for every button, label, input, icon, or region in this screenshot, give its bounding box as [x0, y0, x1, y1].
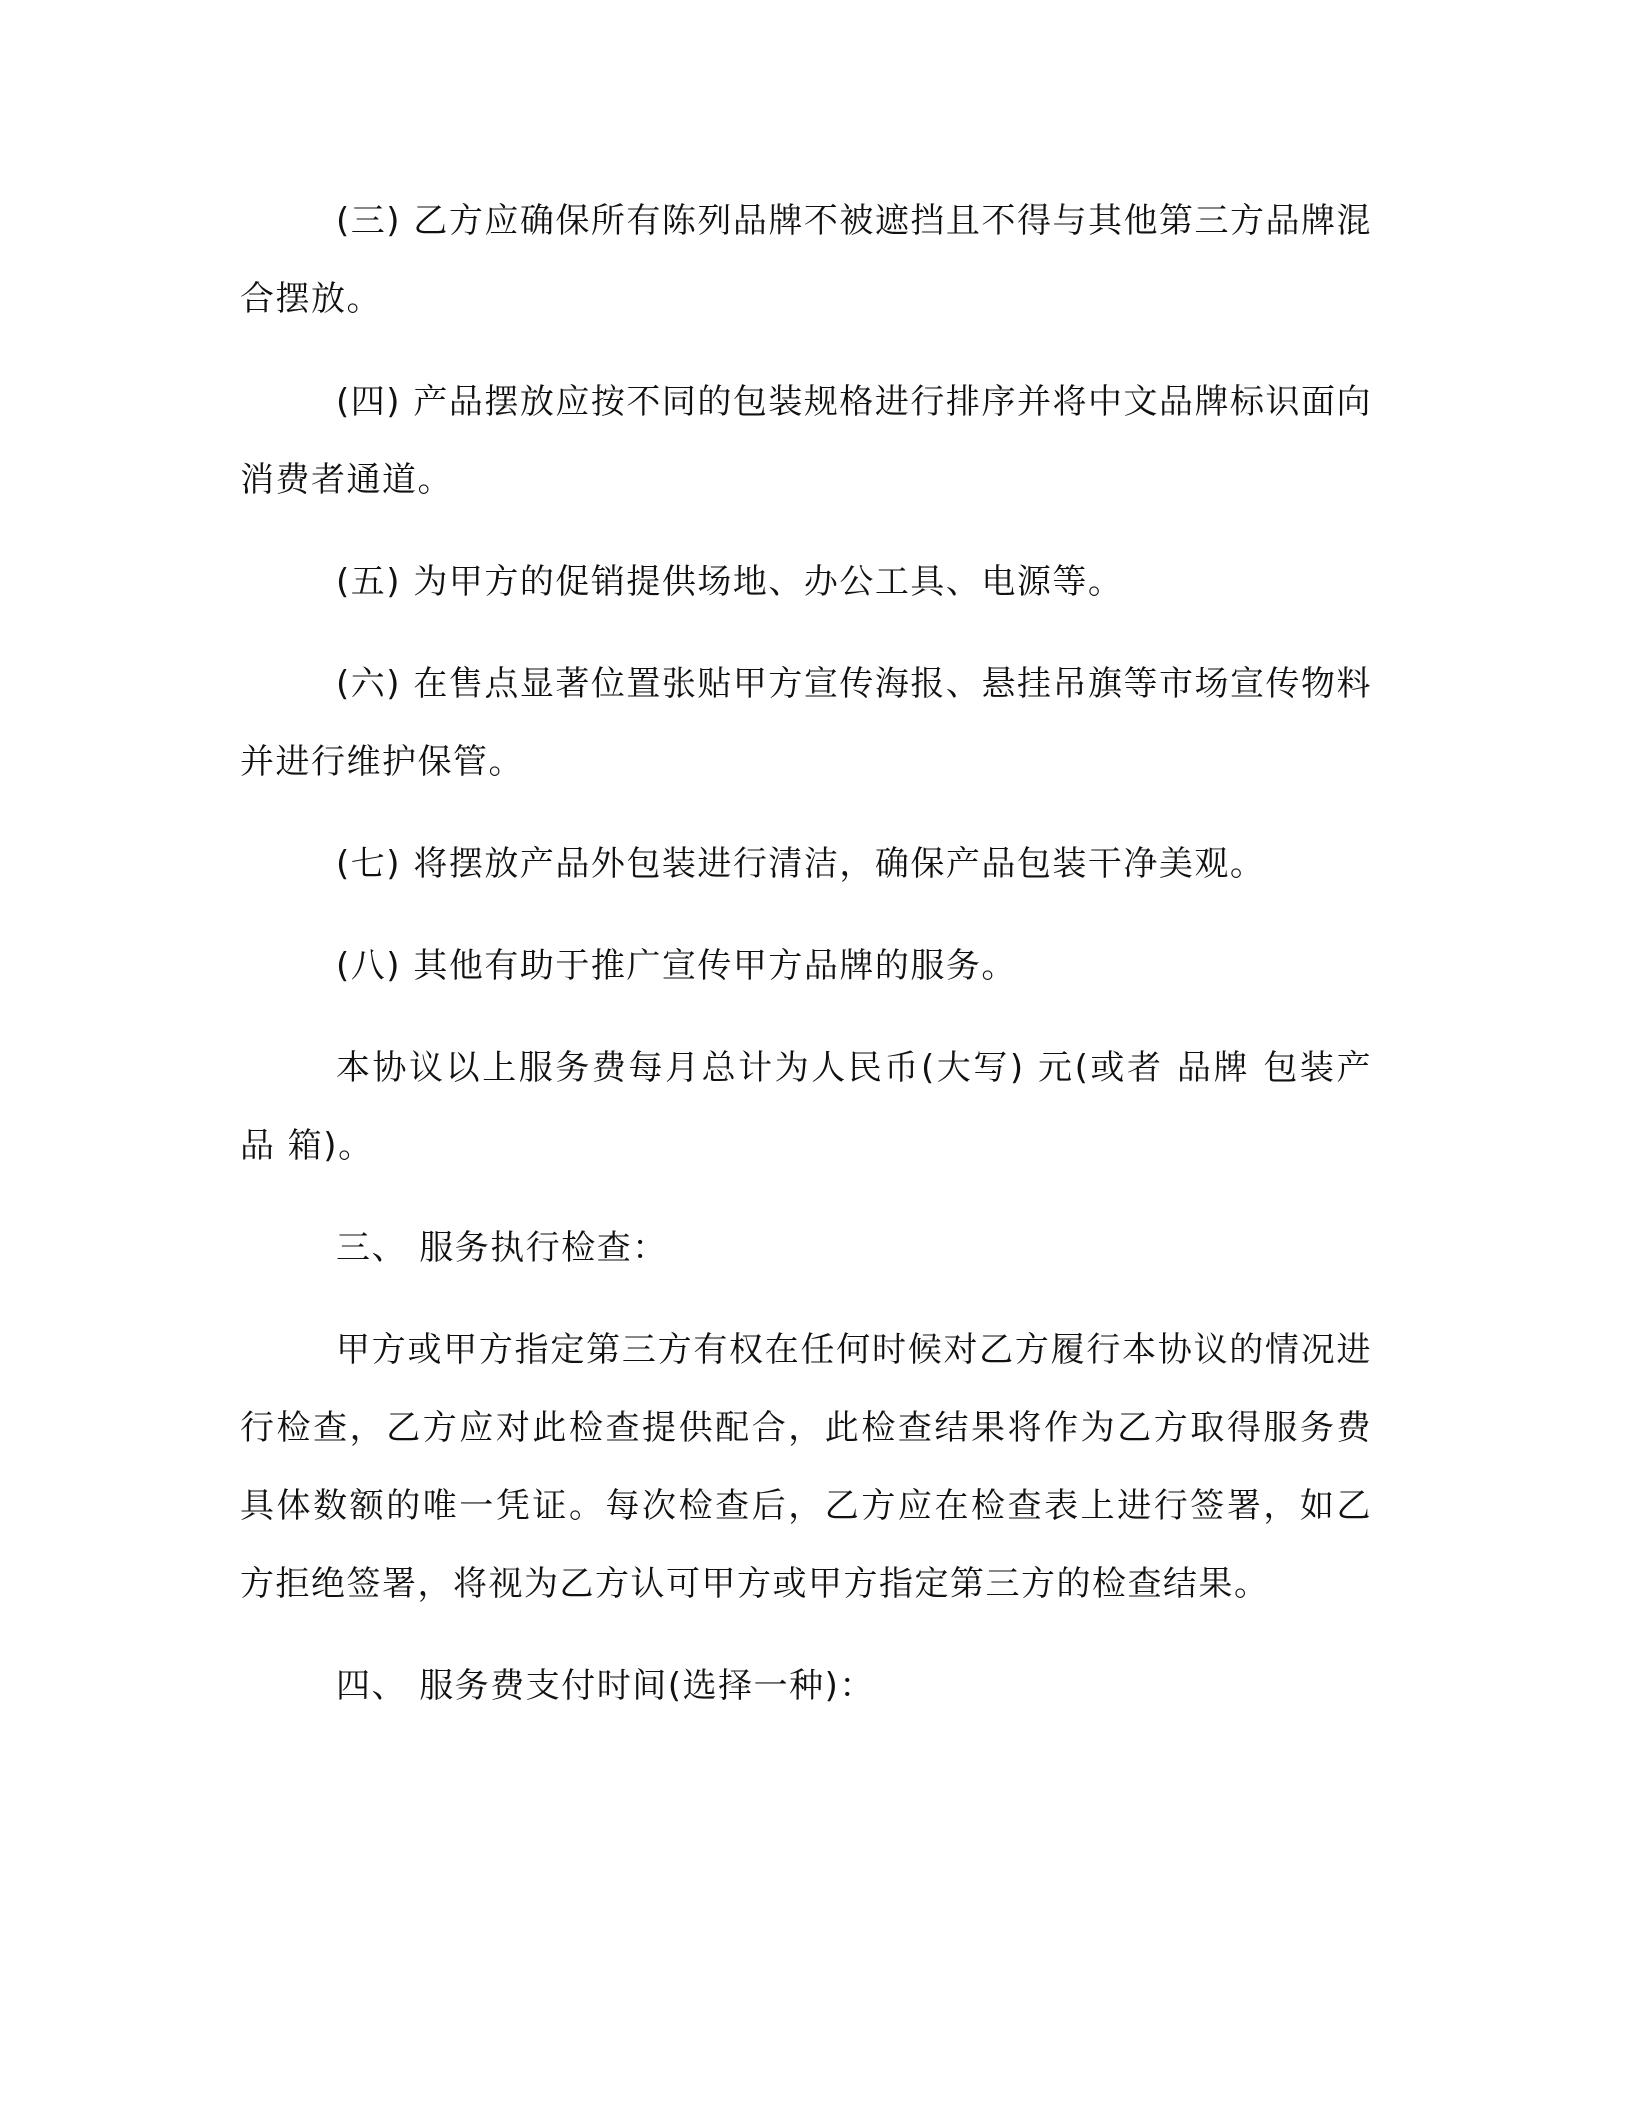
inspection-paragraph: 甲方或甲方指定第三方有权在任何时候对乙方履行本协议的情况进行检查，乙方应对此检查提供配合，此检查结果将作为乙方取得服务费具体数额的唯一凭证。每次检查后，乙方应在检查表上进行签署，如乙方拒绝签署，将视为乙方认可甲方或甲方指定第三方的检查结果。: [240, 1330, 1372, 1604]
clause-7-paragraph: (七) 将摆放产品外包装进行清洁，确保产品包装干净美观。: [336, 844, 1266, 884]
section-4-heading: 四、 服务费支付时间(选择一种)：: [336, 1666, 875, 1706]
clause-6-paragraph: (六) 在售点显著位置张贴甲方宣传海报、悬挂吊旗等市场宣传物料并进行维护保管。: [240, 664, 1372, 782]
section-3-heading: 三、 服务执行检查：: [336, 1228, 668, 1268]
clause-4-paragraph: (四) 产品摆放应按不同的包装规格进行排序并将中文品牌标识面向消费者通道。: [240, 382, 1372, 500]
clause-5-paragraph: (五) 为甲方的促销提供场地、办公工具、电源等。: [336, 562, 1124, 602]
clause-3-paragraph: (三) 乙方应确保所有陈列品牌不被遮挡且不得与其他第三方品牌混合摆放。: [240, 201, 1372, 319]
clause-8-paragraph: (八) 其他有助于推广宣传甲方品牌的服务。: [336, 946, 1017, 986]
service-fee-paragraph: 本协议以上服务费每月总计为人民币(大写) 元(或者 品牌 包装产品 箱)。: [240, 1048, 1372, 1166]
